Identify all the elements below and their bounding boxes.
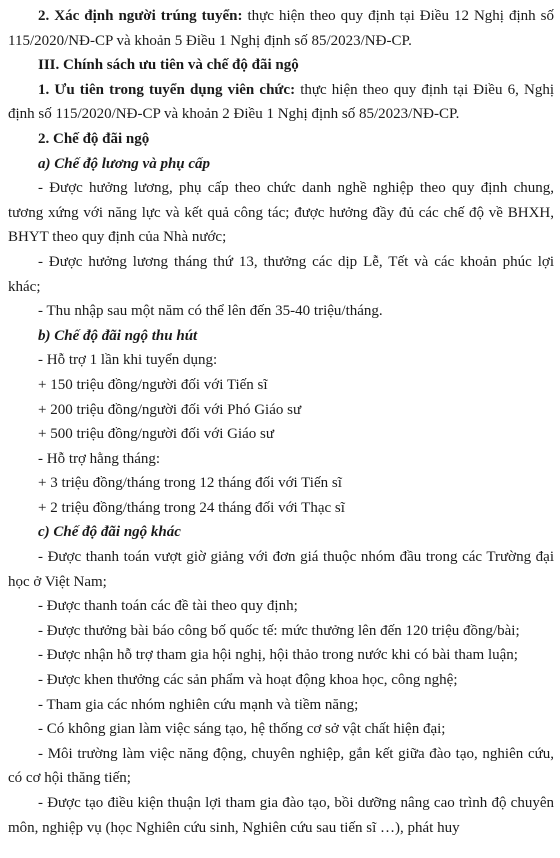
subsection-b-heading: b) Chế độ đãi ngộ thu hút	[38, 327, 198, 344]
list-item: - Được khen thưởng các sản phẩm và hoạt động khoa học, công nghệ;	[38, 672, 458, 689]
policy-heading: 2. Chế độ đãi ngộ	[38, 130, 150, 147]
list-item: - Được thanh toán vượt giờ giảng với đơn giá thuộc nhóm đầu trong các Trường đại học ở Việt Nam;	[8, 549, 554, 590]
list-item: - Có không gian làm việc sáng tạo, hệ thống cơ sở vật chất hiện đại;	[38, 721, 446, 738]
list-item: - Được hưởng lương tháng thứ 13, thưởng các dịp Lễ, Tết và các khoản phúc lợi khác;	[8, 253, 554, 295]
list-item: + 500 triệu đồng/người đối với Giáo sư	[38, 426, 274, 443]
list-item: - Hỗ trợ hằng tháng:	[38, 450, 161, 467]
list-item: - Môi trường làm việc năng động, chuyên nghiệp, gắn kết giữa đào tạo, nghiên cứu, có cơ hội thăng tiến;	[8, 745, 554, 787]
list-item: + 3 triệu đồng/tháng trong 12 tháng đối với Tiến sĩ	[38, 475, 342, 492]
list-item: - Được thanh toán các đề tài theo quy định;	[38, 598, 298, 615]
list-item: - Được hưởng lương, phụ cấp theo chức danh nghề nghiệp theo quy định chung, tương xứng với năng lực và kết quả công tác; được hưởng đầy đủ các chế độ về BHXH, BHYT theo quy định của Nhà nước;	[8, 180, 554, 246]
list-item: - Tham gia các nhóm nghiên cứu mạnh và tiềm năng;	[38, 696, 359, 713]
priority-text: thực hiện theo quy định tại Điều 6, Nghị định số 115/2020/NĐ-CP và khoản 2 Điều 1 Nghị định số 85/2023/NĐ-CP.	[8, 81, 554, 123]
selection-text: thực hiện theo quy định tại Điều 12 Nghị định số 115/2020/NĐ-CP và khoản 5 Điều 1 Nghị định số 85/2023/NĐ-CP.	[8, 8, 554, 49]
paragraph-selection	[8, 4, 554, 53]
list-item: - Được thưởng bài báo công bố quốc tế: mức thưởng lên đến 120 triệu đồng/bài;	[38, 622, 520, 639]
priority-heading: 1. Ưu tiên trong tuyển dụng viên chức:	[38, 81, 296, 98]
list-item: - Được nhận hỗ trợ tham gia hội nghị, hội thảo trong nước khi có bài tham luận;	[38, 647, 518, 664]
list-item: - Hỗ trợ 1 lần khi tuyển dụng:	[38, 352, 218, 369]
list-item: + 2 triệu đồng/tháng trong 24 tháng đối với Thạc sĩ	[38, 499, 345, 516]
list-item: + 200 triệu đồng/người đối với Phó Giáo sư	[38, 401, 302, 418]
paragraph-priority	[8, 78, 554, 127]
selection-heading: 2. Xác định người trúng tuyển:	[38, 8, 243, 24]
subsection-a-heading: a) Chế độ lương và phụ cấp	[38, 155, 211, 172]
section-heading-iii: III. Chính sách ưu tiên và chế độ đãi ngộ	[38, 57, 299, 74]
list-item: - Thu nhập sau một năm có thể lên đến 35-40 triệu/tháng.	[38, 303, 383, 320]
list-item: - Được tạo điều kiện thuận lợi tham gia đào tạo, bồi dưỡng nâng cao trình độ chuyên môn, nghiệp vụ (học Nghiên cứu sinh, Nghiên cứu sau tiến sĩ …), phát huy	[8, 795, 554, 836]
list-item: + 150 triệu đồng/người đối với Tiến sĩ	[38, 376, 268, 393]
subsection-c-heading: c) Chế độ đãi ngộ khác	[38, 524, 181, 541]
